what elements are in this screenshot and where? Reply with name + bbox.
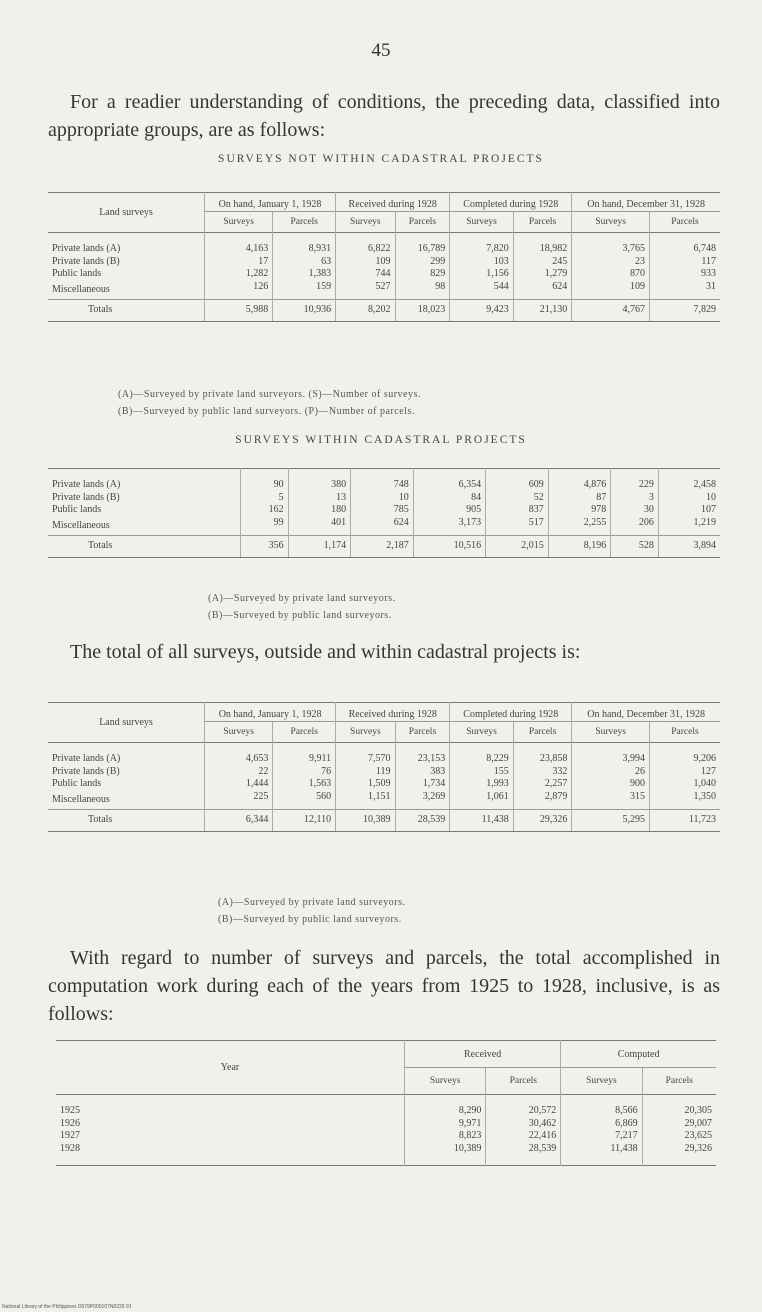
table-cell: 99 — [241, 517, 289, 536]
table-cell: 837 — [486, 504, 549, 517]
table-cell: 2,257 — [513, 778, 572, 791]
note-line: (B)—Surveyed by public land surveyors. — [218, 914, 402, 925]
table-cell: 109 — [572, 281, 650, 300]
row-label: Public lands — [52, 268, 102, 279]
table-cell: 5 — [241, 492, 289, 505]
totals-cell: 2,015 — [486, 536, 549, 558]
totals-cell: 6,344 — [205, 810, 273, 832]
totals-cell: 12,110 — [273, 810, 336, 832]
table-cell: 4,163 — [205, 233, 273, 256]
table-cell: 117 — [649, 256, 720, 269]
final-paragraph: With regard to number of surveys and parcels, the total accomplished in computation work during each of the years from 1925 to 1928, inclusive, is as follows: — [48, 947, 720, 1025]
table-cell: 23,625 — [642, 1130, 716, 1143]
totals-cell: 7,829 — [649, 300, 720, 322]
totals-cell: 8,202 — [336, 300, 395, 322]
table-cell: 1,040 — [649, 778, 720, 791]
sub-header: Parcels — [273, 212, 336, 233]
table-cell: 13 — [288, 492, 351, 505]
totals-cell: 4,767 — [572, 300, 650, 322]
table-cell: 380 — [288, 469, 351, 492]
mid-paragraph: The total of all surveys, outside and within cadastral projects is: — [70, 641, 581, 663]
table-cell: 544 — [450, 281, 514, 300]
table-cell: 103 — [450, 256, 514, 269]
sub-header: Surveys — [205, 722, 273, 743]
table-cell: 332 — [513, 766, 572, 779]
table-cell: 30,462 — [486, 1118, 561, 1131]
totals-cell: 5,988 — [205, 300, 273, 322]
table-cell: 52 — [486, 492, 549, 505]
table-cell: 84 — [413, 492, 485, 505]
table-cell: 245 — [513, 256, 572, 269]
group-header: Received during 1928 — [336, 193, 450, 212]
totals-cell: 528 — [611, 536, 659, 558]
table1-note — [118, 386, 421, 420]
table-row — [48, 766, 720, 779]
table-cell: 1,279 — [513, 268, 572, 281]
table-cell: 2,458 — [658, 469, 720, 492]
note-line: (B)—Surveyed by public land surveyors. (P)—Number of parcels. — [118, 406, 415, 417]
table-cell: 26 — [572, 766, 650, 779]
table-cell: 624 — [351, 517, 414, 536]
table-cell: 20,572 — [486, 1095, 561, 1118]
table-cell: 8,229 — [450, 743, 514, 766]
sub-header: Surveys — [450, 212, 514, 233]
table-cell: 127 — [649, 766, 720, 779]
table-cell: 3,269 — [395, 791, 450, 810]
totals-label: Totals — [48, 536, 241, 558]
table-row — [48, 233, 720, 256]
table-surveys-within-cadastral — [48, 468, 720, 558]
sub-header: Surveys — [336, 722, 395, 743]
table-cell: 4,653 — [205, 743, 273, 766]
sub-header: Parcels — [395, 212, 450, 233]
totals-cell: 1,174 — [288, 536, 351, 558]
table-cell: 933 — [649, 268, 720, 281]
table-cell: 744 — [336, 268, 395, 281]
sub-header: Surveys — [336, 212, 395, 233]
table-cell: 20,305 — [642, 1095, 716, 1118]
table-cell: 1,993 — [450, 778, 514, 791]
table-cell: 23,153 — [395, 743, 450, 766]
table-row — [48, 504, 720, 517]
table-row — [56, 1143, 716, 1166]
totals-cell: 10,389 — [336, 810, 395, 832]
group-header: On hand, January 1, 1928 — [205, 193, 336, 212]
table-cell: 225 — [205, 791, 273, 810]
table-cell: 1,151 — [336, 791, 395, 810]
totals-cell: 3,894 — [658, 536, 720, 558]
table-cell: 90 — [241, 469, 289, 492]
stub-header: Land surveys — [99, 716, 153, 728]
table-cell: 609 — [486, 469, 549, 492]
table-cell: 299 — [395, 256, 450, 269]
row-label: Miscellaneous — [52, 793, 110, 805]
totals-cell: 9,423 — [450, 300, 514, 322]
table-row — [48, 791, 720, 810]
table-cell: 206 — [611, 517, 659, 536]
table-cell: 6,354 — [413, 469, 485, 492]
row-label: 1926 — [60, 1117, 80, 1129]
table-cell: 109 — [336, 256, 395, 269]
table1-heading: SURVEYS NOT WITHIN CADASTRAL PROJECTS — [218, 153, 544, 165]
group-header: On hand, January 1, 1928 — [205, 703, 336, 722]
table3-note — [218, 894, 406, 928]
table-cell: 76 — [273, 766, 336, 779]
stub-header: Year — [220, 1061, 240, 1073]
totals-cell: 28,539 — [395, 810, 450, 832]
table-row — [56, 1130, 716, 1143]
totals-cell: 356 — [241, 536, 289, 558]
table-cell: 748 — [351, 469, 414, 492]
table2-body — [48, 469, 720, 558]
sub-header: Parcels — [273, 722, 336, 743]
table-cell: 29,326 — [642, 1143, 716, 1166]
totals-cell: 18,023 — [395, 300, 450, 322]
row-label: Miscellaneous — [52, 519, 110, 531]
table-cell: 180 — [288, 504, 351, 517]
table-cell: 87 — [548, 492, 611, 505]
table-cell: 126 — [205, 281, 273, 300]
table-cell: 6,869 — [561, 1118, 642, 1131]
table-cell: 6,822 — [336, 233, 395, 256]
table-row — [48, 517, 720, 536]
table-cell: 1,383 — [273, 268, 336, 281]
group-header: Received — [405, 1041, 561, 1068]
table-row — [56, 1118, 716, 1131]
sub-header: Parcels — [642, 1068, 716, 1095]
table-cell: 383 — [395, 766, 450, 779]
table-cell: 6,748 — [649, 233, 720, 256]
table-surveys-not-within-cadastral — [48, 192, 720, 322]
table1-body — [48, 233, 720, 322]
row-label: 1928 — [60, 1142, 80, 1154]
table-row — [48, 492, 720, 505]
group-header: On hand, December 31, 1928 — [572, 193, 720, 212]
table-cell: 624 — [513, 281, 572, 300]
table-cell: 28,539 — [486, 1143, 561, 1166]
table-cell: 8,823 — [405, 1130, 486, 1143]
table-row — [48, 256, 720, 269]
table-cell: 29,007 — [642, 1118, 716, 1131]
sub-header: Surveys — [405, 1068, 486, 1095]
note-line: (A)—Surveyed by private land surveyors. (S)—Number of surveys. — [118, 389, 421, 400]
stub-header: Land surveys — [99, 206, 153, 218]
table-cell: 7,217 — [561, 1130, 642, 1143]
table-cell: 22,416 — [486, 1130, 561, 1143]
table-cell: 98 — [395, 281, 450, 300]
table-cell: 18,982 — [513, 233, 572, 256]
row-label: Private lands (B) — [52, 491, 120, 503]
row-label: Private lands (A) — [52, 243, 121, 254]
table-cell: 31 — [649, 281, 720, 300]
table-cell: 3 — [611, 492, 659, 505]
table-cell: 9,911 — [273, 743, 336, 766]
table-cell: 1,734 — [395, 778, 450, 791]
sub-header: Surveys — [572, 722, 650, 743]
sub-header: Parcels — [395, 722, 450, 743]
table-row — [48, 281, 720, 300]
table-cell: 159 — [273, 281, 336, 300]
table-cell: 8,290 — [405, 1095, 486, 1118]
table-cell: 17 — [205, 256, 273, 269]
table-row — [56, 1095, 716, 1118]
table-cell: 870 — [572, 268, 650, 281]
table-cell: 10 — [658, 492, 720, 505]
row-label: Private lands (A) — [52, 479, 121, 490]
totals-label: Totals — [48, 300, 205, 322]
totals-cell: 10,936 — [273, 300, 336, 322]
table-cell: 785 — [351, 504, 414, 517]
table-cell: 1,061 — [450, 791, 514, 810]
sub-header: Surveys — [450, 722, 514, 743]
page-number: 45 — [371, 40, 391, 61]
totals-row — [48, 536, 720, 558]
row-label: Private lands (B) — [52, 765, 120, 777]
totals-cell: 5,295 — [572, 810, 650, 832]
table-cell: 10,389 — [405, 1143, 486, 1166]
note-line: (A)—Surveyed by private land surveyors. — [208, 593, 396, 604]
note-line: (B)—Surveyed by public land surveyors. — [208, 610, 392, 621]
table-cell: 11,438 — [561, 1143, 642, 1166]
table-cell: 3,994 — [572, 743, 650, 766]
table-cell: 7,570 — [336, 743, 395, 766]
table-cell: 9,206 — [649, 743, 720, 766]
table-row — [48, 268, 720, 281]
table-cell: 1,282 — [205, 268, 273, 281]
table-row — [48, 469, 720, 492]
table3-body — [48, 743, 720, 832]
row-label: 1925 — [60, 1105, 80, 1116]
table-cell: 23,858 — [513, 743, 572, 766]
table-cell: 1,509 — [336, 778, 395, 791]
table-cell: 2,255 — [548, 517, 611, 536]
table-cell: 401 — [288, 517, 351, 536]
table-cell: 16,789 — [395, 233, 450, 256]
table-cell: 1,219 — [658, 517, 720, 536]
group-header: Completed during 1928 — [450, 703, 572, 722]
table-cell: 978 — [548, 504, 611, 517]
sub-header: Parcels — [513, 722, 572, 743]
table2-heading: SURVEYS WITHIN CADASTRAL PROJECTS — [235, 434, 527, 446]
table-cell: 10 — [351, 492, 414, 505]
table-cell: 155 — [450, 766, 514, 779]
scan-footer: National Library of the Philippines D079P000107N0229 91 — [2, 1304, 132, 1310]
table-total-surveys — [48, 702, 720, 832]
totals-row — [48, 300, 720, 322]
table-cell: 560 — [273, 791, 336, 810]
group-header: Received during 1928 — [336, 703, 450, 722]
table-cell: 9,971 — [405, 1118, 486, 1131]
totals-cell: 29,326 — [513, 810, 572, 832]
table-cell: 107 — [658, 504, 720, 517]
totals-cell: 11,438 — [450, 810, 514, 832]
intro-paragraph: For a readier understanding of conditions, the preceding data, classified into appropriate groups, are as follows: — [48, 91, 720, 141]
sub-header: Surveys — [561, 1068, 642, 1095]
table-cell: 3,173 — [413, 517, 485, 536]
table-cell: 7,820 — [450, 233, 514, 256]
group-header: Completed during 1928 — [450, 193, 572, 212]
table-cell: 30 — [611, 504, 659, 517]
row-label: Private lands (B) — [52, 255, 120, 267]
table-cell: 119 — [336, 766, 395, 779]
table-cell: 1,563 — [273, 778, 336, 791]
row-label: Miscellaneous — [52, 283, 110, 295]
table-cell: 22 — [205, 766, 273, 779]
table-cell: 1,444 — [205, 778, 273, 791]
table-cell: 905 — [413, 504, 485, 517]
row-label: Private lands (A) — [52, 753, 121, 764]
totals-label: Totals — [48, 810, 205, 832]
totals-cell: 10,516 — [413, 536, 485, 558]
table-cell: 1,350 — [649, 791, 720, 810]
sub-header: Surveys — [572, 212, 650, 233]
table-cell: 1,156 — [450, 268, 514, 281]
row-label: 1927 — [60, 1130, 80, 1141]
table-cell: 63 — [273, 256, 336, 269]
table-cell: 829 — [395, 268, 450, 281]
table-cell: 900 — [572, 778, 650, 791]
table-cell: 8,566 — [561, 1095, 642, 1118]
table-cell: 8,931 — [273, 233, 336, 256]
table-cell: 4,876 — [548, 469, 611, 492]
table-cell: 3,765 — [572, 233, 650, 256]
row-label: Public lands — [52, 504, 102, 515]
totals-cell: 21,130 — [513, 300, 572, 322]
table-cell: 517 — [486, 517, 549, 536]
table-cell: 315 — [572, 791, 650, 810]
sub-header: Surveys — [205, 212, 273, 233]
table-cell: 2,879 — [513, 791, 572, 810]
table-cell: 23 — [572, 256, 650, 269]
sub-header: Parcels — [513, 212, 572, 233]
table-row — [48, 743, 720, 766]
table-cell: 229 — [611, 469, 659, 492]
totals-cell: 8,196 — [548, 536, 611, 558]
totals-cell: 2,187 — [351, 536, 414, 558]
totals-row — [48, 810, 720, 832]
group-header: Computed — [561, 1041, 716, 1068]
table-cell: 162 — [241, 504, 289, 517]
sub-header: Parcels — [649, 722, 720, 743]
table2-note — [208, 590, 396, 624]
table-computation-work — [56, 1040, 716, 1166]
sub-header: Parcels — [486, 1068, 561, 1095]
group-header: On hand, December 31, 1928 — [572, 703, 720, 722]
table4-body — [56, 1095, 716, 1166]
sub-header: Parcels — [649, 212, 720, 233]
table-cell: 527 — [336, 281, 395, 300]
table-row — [48, 778, 720, 791]
row-label: Public lands — [52, 778, 102, 789]
note-line: (A)—Surveyed by private land surveyors. — [218, 897, 406, 908]
totals-cell: 11,723 — [649, 810, 720, 832]
